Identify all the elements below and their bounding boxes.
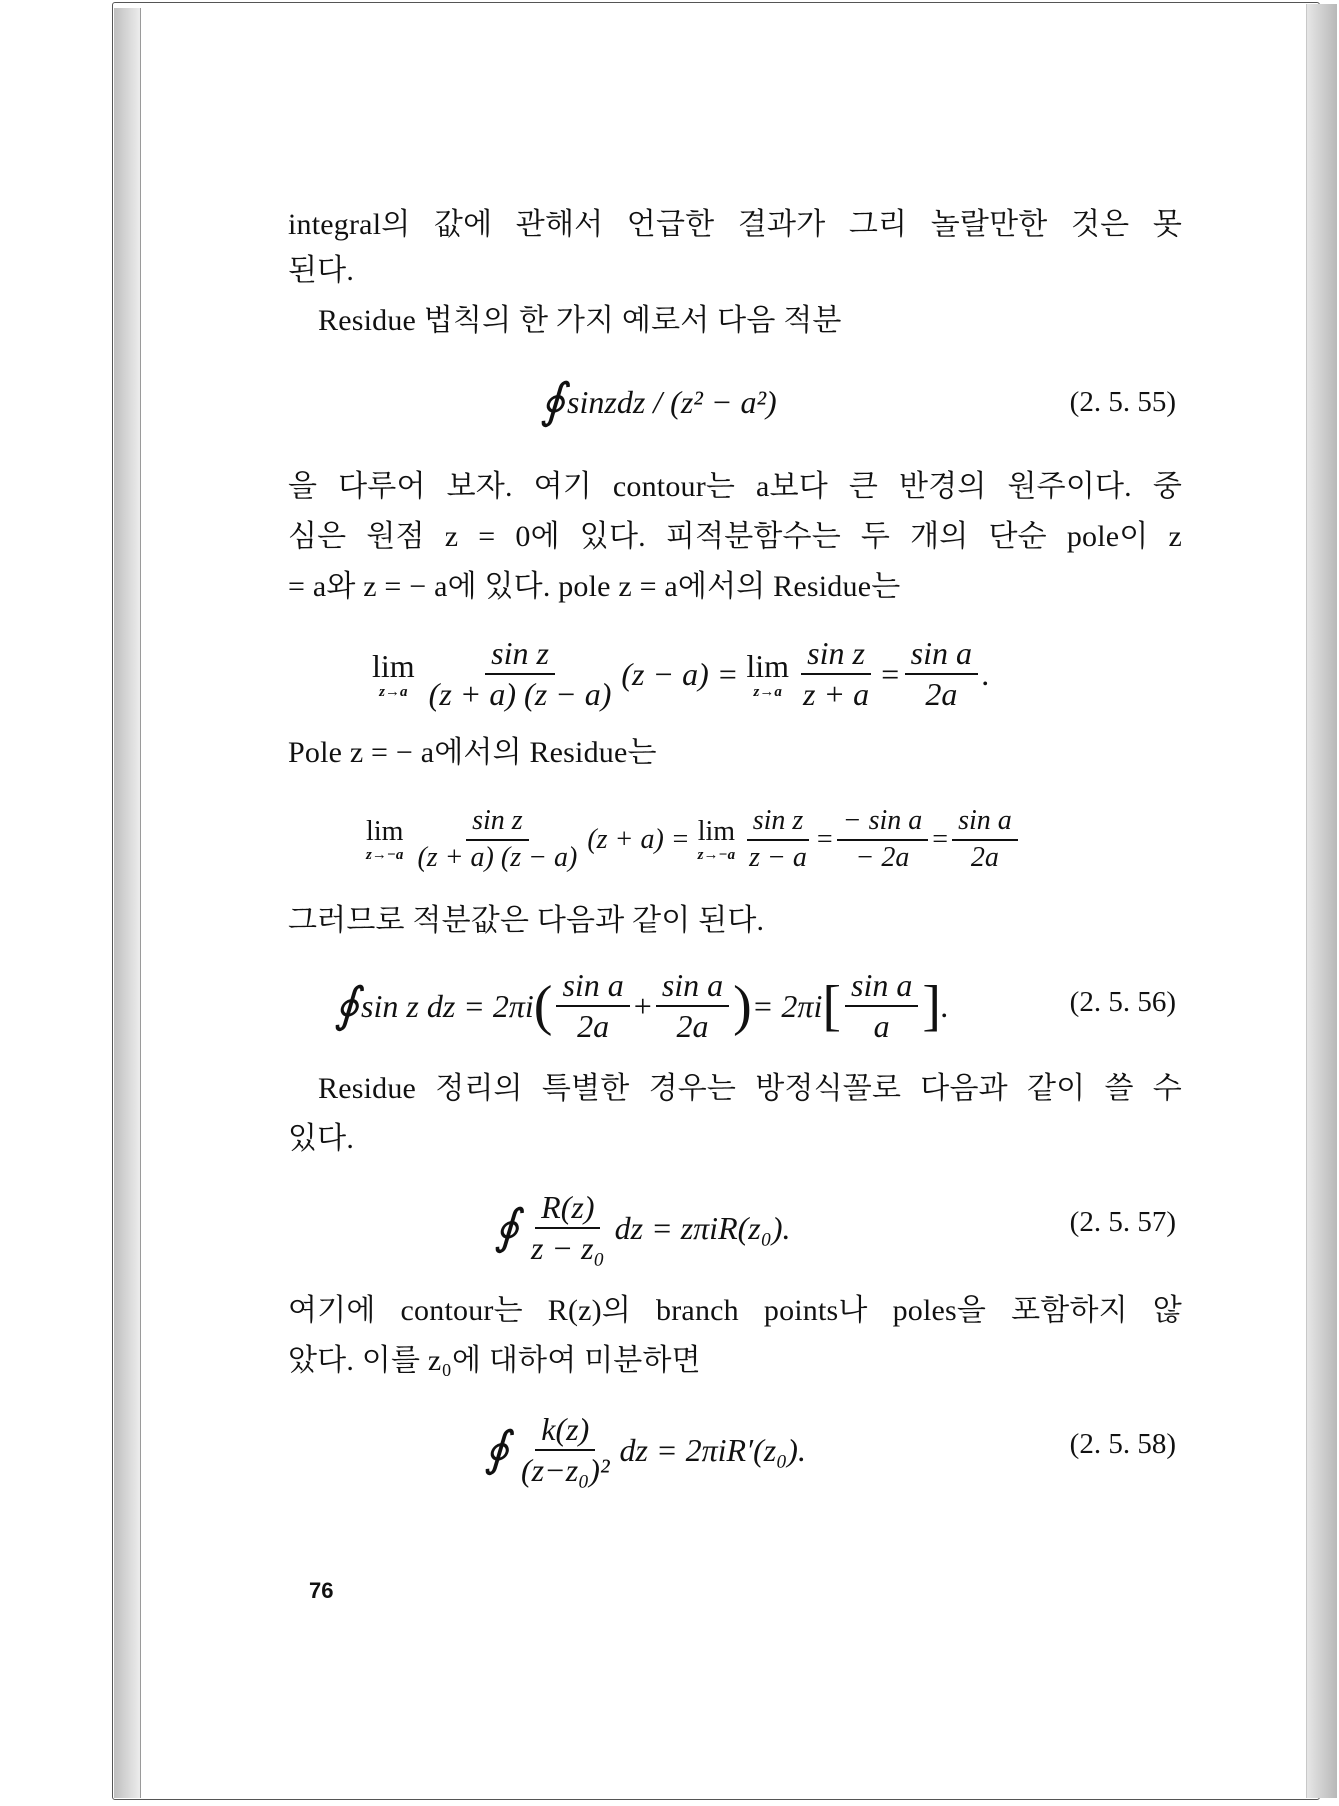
text-line-11: 여기에 contour는 R(z)의 branch points나 poles을 포함하지 않: [288, 1294, 1182, 1327]
fraction: $\frac{\text{sin z}}{z - a}$: [743, 806, 813, 874]
contour-integral-symbol: ∮: [540, 375, 566, 428]
book-spine: [114, 8, 141, 1798]
fraction: $\frac{\text{sin a}}{a}$: [845, 968, 918, 1044]
left-paren: (: [533, 975, 553, 1038]
residue-equation-1: [372, 636, 990, 712]
fraction: $\frac{\text{sin a}}{2a}$: [952, 806, 1018, 874]
right-paren: ): [733, 975, 752, 1038]
period: .: [982, 655, 990, 692]
rhs: dz = zπiR(z₀).: [614, 1209, 791, 1246]
text-line-9: Residue 정리의 특별한 경우는 방정식꼴로 다음과 같이 쓸 수: [318, 1072, 1182, 1105]
equals-sign: =: [879, 655, 901, 692]
plus-sign: +: [633, 987, 652, 1024]
fraction: $\frac{\text{sin z}}{z + a}$: [803, 635, 870, 713]
text-line-5: 심은 원점 z = 0에 있다. 피적분함수는 두 개의 단순 pole이 z: [288, 520, 1182, 553]
equation-2-5-55: [540, 375, 777, 428]
equation-2-5-57: [494, 1190, 791, 1266]
residue-equation-2: lim z→−a $\frac{\text{sin z}}{(z + a) (z - a)}$ (z + a) = lim z→−a $\frac{\text{sin z}}{z - a}$ = $\frac{\text{− sin a}}{- 2a}$ = $\frac{\text{sin a}}{2a}$: [366, 806, 1022, 874]
text-line-8: 그러므로 적분값은 다음과 같이 된다.: [288, 904, 765, 937]
rhs: dz = 2πiR′(z₀).: [619, 1431, 806, 1468]
text-line-12: 았다. 이를 z₀에 대하여 미분하면: [288, 1344, 701, 1377]
text-line-1: integral의 값에 관해서 언급한 결과가 그리 놀랄만한 것은 못: [288, 208, 1182, 241]
fraction: $\frac{k(z)}{\text{(z−z₀)²}}$: [521, 1411, 610, 1489]
factor: (z + a) =: [587, 823, 690, 855]
fraction: $\frac{R(z)}{\text{z − z₀}}$: [531, 1189, 605, 1267]
page-number: 76: [309, 1578, 334, 1603]
limit: lim z→−a: [697, 816, 736, 864]
fraction: $\frac{\text{sin z}}{(z + a) (z - a)}$: [417, 805, 578, 873]
limit: lim z→−a: [366, 816, 404, 864]
limit: lim z→a: [746, 648, 790, 701]
left-bracket: [: [822, 975, 841, 1038]
middle: = 2πi: [751, 987, 823, 1024]
limit: lim z→a: [372, 648, 415, 701]
contour-integral-symbol: ∮: [494, 1201, 520, 1255]
fraction: $\frac{\text{sin z}}{(z + a) (z - a)}$: [428, 635, 612, 713]
text-line-7: Pole z = − a에서의 Residue는: [288, 736, 657, 769]
fraction: $\frac{\text{sin a}}{2a}$: [656, 968, 729, 1044]
equation-number: (2. 5. 57): [1069, 1206, 1176, 1238]
period: .: [941, 987, 949, 1024]
lhs: sin z dz = 2πi: [361, 987, 534, 1024]
equation-number: (2. 5. 55): [1069, 386, 1176, 418]
equation-number: (2. 5. 58): [1069, 1428, 1176, 1460]
text-line-3: Residue 법칙의 한 가지 예로서 다음 적분: [318, 304, 842, 337]
contour-integral-symbol: ∮: [334, 979, 360, 1033]
right-bracket: ]: [922, 975, 941, 1038]
equation-body: sinzdz / (z² − a²): [567, 383, 777, 420]
text-line-4: 을 다루어 보자. 여기 contour는 a보다 큰 반경의 원주이다. 중: [288, 470, 1182, 503]
fraction: $\frac{\text{sin a}}{2a}$: [556, 968, 629, 1044]
factor: (z − a) =: [621, 655, 739, 692]
equation-2-5-56: [334, 968, 949, 1044]
text-line-6: = a와 z = − a에 있다. pole z = a에서의 Residue는: [288, 570, 901, 603]
equation-number: (2. 5. 56): [1069, 986, 1176, 1018]
equation-2-5-58: [484, 1412, 806, 1488]
contour-integral-symbol: ∮: [484, 1423, 510, 1477]
fraction: $\frac{\text{sin a}}{2a}$: [905, 636, 978, 712]
text-line-10: 있다.: [288, 1122, 355, 1155]
fraction: $\frac{\text{− sin a}}{- 2a}$: [837, 806, 929, 874]
page-edge-shadow: [1306, 4, 1337, 1798]
text-line-2: 된다.: [288, 254, 355, 287]
